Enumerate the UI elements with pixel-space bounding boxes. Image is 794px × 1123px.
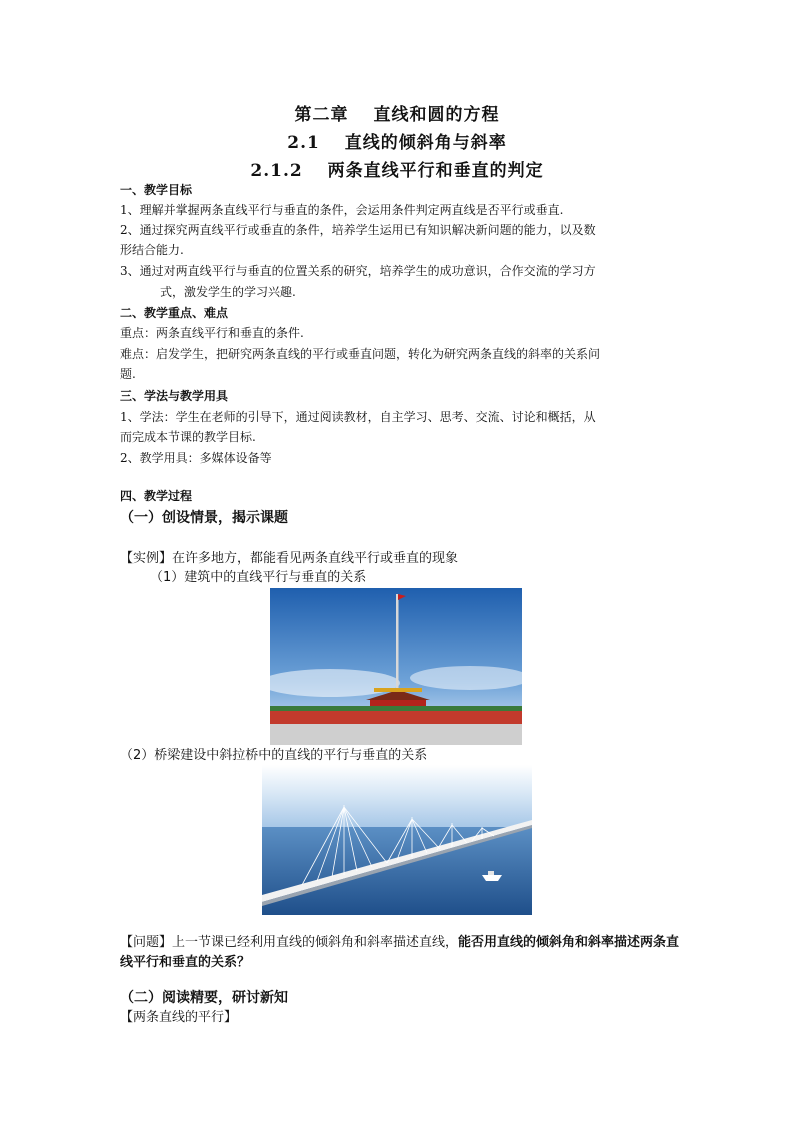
question-emphasis-cont: 述两条直线平行和垂直的关系？ xyxy=(120,935,680,970)
hard-point-cont: 题. xyxy=(120,367,136,381)
methods-heading: 三、学法与教学用具 xyxy=(120,389,229,403)
example-intro: 【实例】在许多地方，都能看见两条直线平行或垂直的现象 xyxy=(120,551,459,566)
goal-item-2: 2、通过探究两直线平行或垂直的条件，培养学生运用已有知识解决新问题的能力，以及数 xyxy=(120,223,596,237)
goals-heading: 一、教学目标 xyxy=(120,183,193,197)
bridge-photo xyxy=(262,765,532,915)
example-2-caption: （2）桥梁建设中斜拉桥中的直线的平行与垂直的关系 xyxy=(120,748,428,763)
question-paragraph xyxy=(120,933,680,973)
goal-item-2-cont: 形结合能力. xyxy=(120,243,184,257)
bridge-photo-illustration xyxy=(262,765,532,915)
goal-item-3-cont: 式，激发学生的学习兴趣. xyxy=(160,285,296,299)
part-1-heading: （一）创设情景，揭示课题 xyxy=(120,510,288,526)
chapter-title: 第二章 直线和圆的方程 xyxy=(294,105,500,125)
keypoints-heading: 二、教学重点、难点 xyxy=(120,306,229,320)
method-item-1-cont: 而完成本节课的教学目标. xyxy=(120,430,256,444)
example-1-caption: （1）建筑中的直线平行与垂直的关系 xyxy=(150,570,367,585)
goal-item-3: 3、通过对两直线平行与垂直的位置关系的研究，培养学生的成功意识，合作交流的学习方 xyxy=(120,264,596,278)
hard-point: 难点：启发学生，把研究两条直线的平行或垂直问题，转化为研究两条直线的斜率的关系问 xyxy=(120,347,601,361)
section-title: 2.1 直线的倾斜角与斜率 xyxy=(287,133,507,153)
question-emphasis: 能否用直线的倾斜角和斜率描 xyxy=(458,935,628,950)
building-photo xyxy=(270,588,522,745)
parallel-heading: 【两条直线的平行】 xyxy=(120,1010,238,1025)
method-item-1: 1、学法：学生在老师的引导下，通过阅读教材，自主学习、思考、交流、讨论和概括，从 xyxy=(120,410,596,424)
building-photo-illustration xyxy=(270,588,522,745)
method-item-2: 2、教学用具：多媒体设备等 xyxy=(120,451,272,465)
key-point: 重点：两条直线平行和垂直的条件. xyxy=(120,326,304,340)
subsection-title: 2.1.2 两条直线平行和垂直的判定 xyxy=(250,161,544,181)
question-text: 【问题】上一节课已经利用直线的倾斜角和斜率描述直线， xyxy=(120,935,459,950)
part-2-heading: （二）阅读精要，研讨新知 xyxy=(120,990,288,1006)
process-heading: 四、教学过程 xyxy=(120,489,193,503)
goal-item-1: 1、理解并掌握两条直线平行与垂直的条件，会运用条件判定两直线是否平行或垂直. xyxy=(120,203,564,217)
